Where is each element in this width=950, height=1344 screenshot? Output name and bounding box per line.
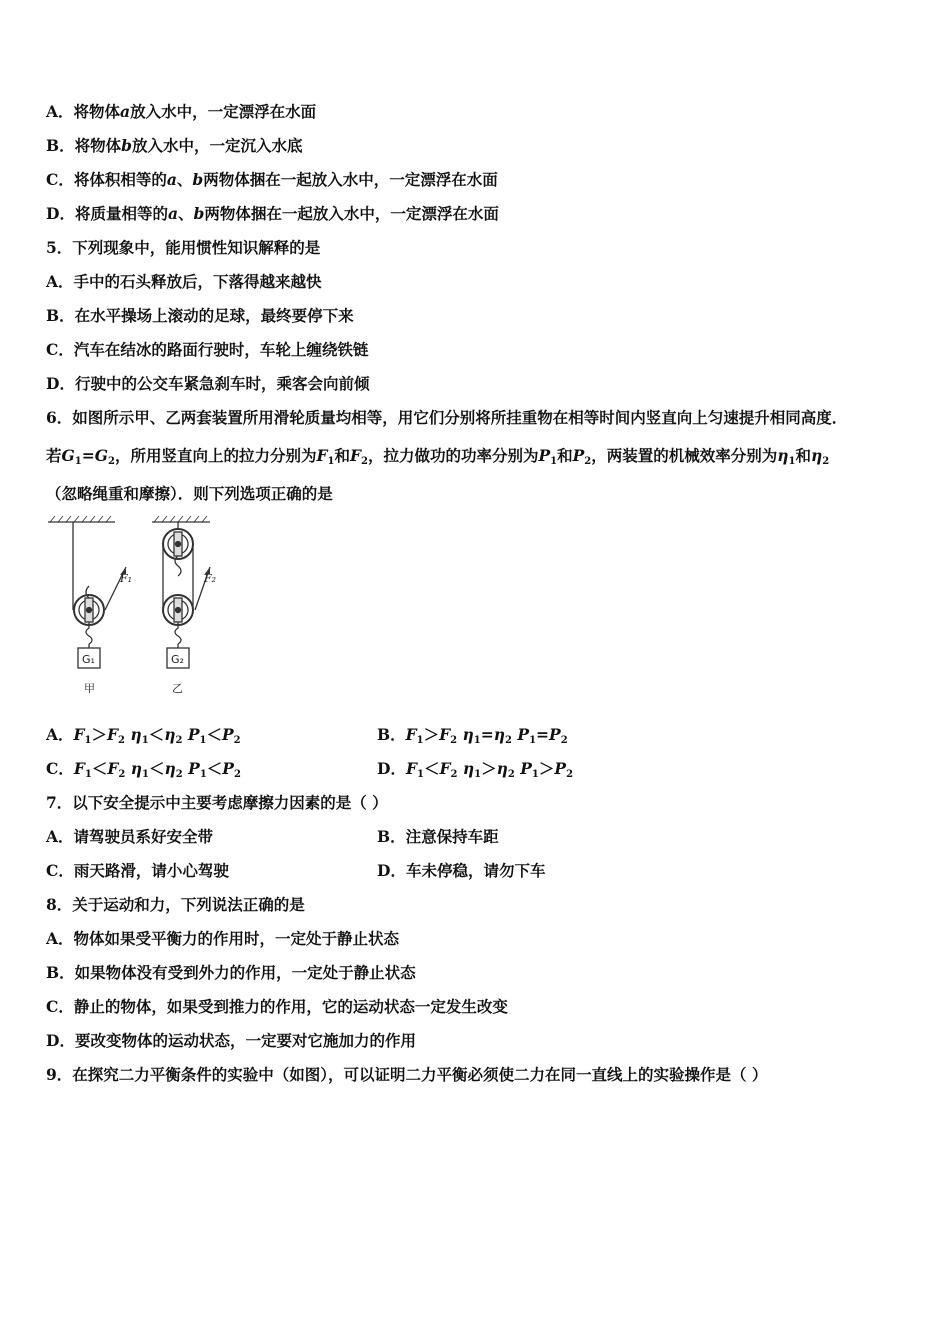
label-g1: G₁	[82, 653, 95, 666]
q5-option-a: A．手中的石头释放后，下落得越来越快	[46, 272, 322, 291]
q5-option-b: B．在水平操场上滚动的足球，最终要停下来	[46, 306, 354, 325]
q6-option-d: D．$F_1<F_2$ $\eta_1>\eta_2$ $P_1>P_2$	[377, 759, 574, 780]
q6-option-b: B．$F_1>F_2$ $\eta_1=\eta_2$ $P_1=P_2$	[377, 725, 568, 746]
q4-option-b: B．将物体b放入水中，一定沉入水底	[46, 136, 303, 155]
q8-option-a: A．物体如果受平衡力的作用时，一定处于静止状态	[46, 929, 400, 948]
q5-option-c: C．汽车在结冰的路面行驶时，车轮上缠绕铁链	[46, 340, 369, 359]
q6-stem-line3: （忽略绳重和摩擦）．则下列选项正确的是	[46, 484, 333, 503]
q5-stem: 5．下列现象中，能用惯性知识解释的是	[46, 238, 321, 257]
q8-option-d: D．要改变物体的运动状态，一定要对它施加力的作用	[46, 1031, 416, 1050]
q4-option-c: C．将体积相等的a、b两物体捆在一起放入水中，一定漂浮在水面	[46, 170, 498, 189]
q9-stem: 9．在探究二力平衡条件的实验中（如图），可以证明二力平衡必须使二力在同一直线上的实验操作是（ ）	[46, 1065, 768, 1084]
q6-stem-line1: 6．如图所示甲、乙两套装置所用滑轮质量均相等，用它们分别将所挂重物在相等时间内竖直向上匀速提升相同高度．	[46, 408, 848, 427]
q7-stem: 7．以下安全提示中主要考虑摩擦力因素的是（ ）	[46, 793, 388, 812]
q8-stem: 8．关于运动和力，下列说法正确的是	[46, 895, 305, 914]
q6-stem-line2: 若$G_1=G_2$，所用竖直向上的拉力分别为$F_1$和$F_2$，拉力做功的功率分别为$P_1$和$P_2$，两装置的机械效率分别为$\eta_1$和$\eta_2$	[46, 446, 830, 467]
q7-option-b: B．注意保持车距	[377, 827, 499, 846]
label-yi: 乙	[172, 682, 183, 695]
label-f1: F₁	[120, 572, 133, 585]
q8-option-b: B．如果物体没有受到外力的作用，一定处于静止状态	[46, 963, 416, 982]
pulley-figure	[40, 512, 220, 702]
q7-option-c: C．雨天路滑，请小心驾驶	[46, 861, 229, 880]
q8-option-c: C．静止的物体，如果受到推力的作用，它的运动状态一定发生改变	[46, 997, 508, 1016]
label-g2: G₂	[171, 653, 184, 666]
q4-option-a: A．将物体a放入水中，一定漂浮在水面	[46, 102, 317, 121]
q7-option-d: D．车未停稳，请勿下车	[377, 861, 546, 880]
q7-option-a: A．请驾驶员系好安全带	[46, 827, 214, 846]
q5-option-d: D．行驶中的公交车紧急刹车时，乘客会向前倾	[46, 374, 370, 393]
q6-option-a: A．$F_1>F_2$ $\eta_1<\eta_2$ $P_1<P_2$	[46, 725, 241, 746]
q4-option-d: D．将质量相等的a、b两物体捆在一起放入水中，一定漂浮在水面	[46, 204, 499, 223]
label-f2: F₂	[204, 572, 217, 585]
label-jia: 甲	[84, 682, 95, 695]
q6-option-c: C．$F_1<F_2$ $\eta_1<\eta_2$ $P_1<P_2$	[46, 759, 241, 780]
